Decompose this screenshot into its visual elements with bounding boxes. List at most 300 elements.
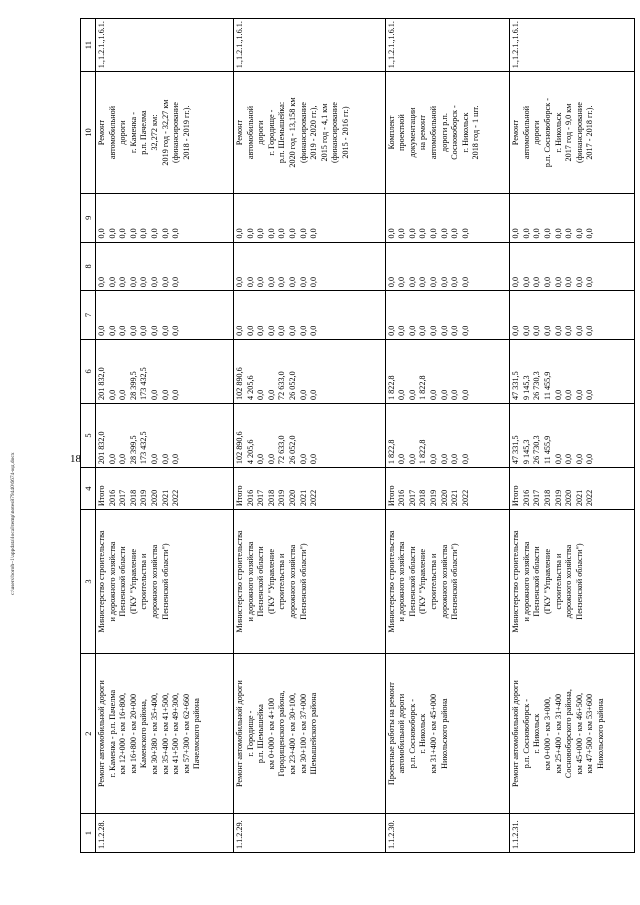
result-cell [96,72,234,194]
federal-budget-cell [510,291,635,340]
other-sources-value: 0,0 [139,228,149,239]
other-sources-value: 0,0 [543,228,553,239]
local-budget-value: 0,0 [277,276,287,288]
other-sources-value: 0,0 [553,228,563,239]
col-number: 5 [81,403,96,467]
other-sources-value: 0,0 [585,228,595,239]
result-line: проектной [397,114,407,151]
result-line: Ремонт [235,119,245,146]
federal-budget-value: 0,0 [543,325,553,336]
measure-name-line: км 45+000 - км 46+500, [574,692,584,775]
result-line: р.п. Пачелма [139,110,149,155]
result-line: г. Никольск [460,112,470,153]
regional-budget-value: 0,0 [585,389,595,400]
regional-budget-value: 102 890,6 [235,367,245,400]
result-line: 32,272 км: [149,114,159,151]
result-line: Ремонт [97,119,106,146]
regional-budget-value: 0,0 [450,389,460,400]
indicators-cell [234,19,386,72]
executor-line: Пензенской области") [160,543,170,620]
total-funding-value: 0,0 [439,453,449,465]
federal-budget-value: 0,0 [235,325,245,336]
footer-file-path: c:\users\boroh~1\appdata\local\temp\notes879440\6674-мд.docx [10,452,16,595]
table-row [234,19,386,853]
federal-budget-value: 0,0 [118,325,128,336]
federal-budget-value: 0,0 [266,325,276,336]
federal-budget-value: 0,0 [107,325,117,336]
regional-budget-value: 0,0 [407,389,417,400]
federal-budget-value: 0,0 [553,325,563,336]
other-sources-value: 0,0 [397,228,407,239]
measure-name-cell [234,653,386,813]
executor-line: (ГКУ "Управление [266,549,276,615]
local-budget-value: 0,0 [585,276,595,288]
total-funding-value: 0,0 [397,453,407,465]
result-line: автомобильной [429,105,438,160]
year-label: 2019 [553,489,563,507]
local-budget-value: 0,0 [386,276,396,288]
federal-budget-value: 0,0 [386,325,396,336]
year-label: 2016 [245,489,255,507]
executor-cell [510,510,635,654]
federal-budget-value: 0,0 [460,325,470,336]
year-cell [510,468,635,510]
executor-line: Пензенской области [532,546,542,617]
measure-id: 1.1.2.30. [386,820,396,849]
other-sources-cell [510,193,635,242]
regional-budget-cell [96,339,234,403]
measure-name-line: автомобильной дороги [397,693,407,774]
executor-line: (ГКУ "Управление [128,549,138,615]
measure-name-cell [96,653,234,813]
result-cell [510,72,635,194]
measure-name-line: р.п. Сосновоборск - [521,699,531,769]
executor-line: дорожного хозяйства [439,544,449,619]
other-sources-value: 0,0 [107,228,117,239]
year-label: 2020 [439,489,449,507]
result-line: автомобильной [107,105,117,160]
federal-budget-value: 0,0 [397,325,407,336]
year-label: 2016 [521,489,531,507]
federal-budget-value: 0,0 [309,325,319,336]
executor-line: Пензенской области [256,546,266,617]
total-funding-value: 0,0 [266,453,276,465]
year-label: Итого [97,485,106,507]
result-line: г. Городище - [266,109,276,156]
table-row [96,19,234,853]
indicators-value: 1.,1.2.1.,1.6.1. [97,21,106,69]
federal-budget-value: 0,0 [128,325,138,336]
other-sources-value: 0,0 [574,228,584,239]
year-label: 2016 [397,489,407,507]
measure-name-line: г. Каменка - р.п. Пачелма [107,689,117,778]
year-label: 2021 [450,489,460,507]
year-label: Итого [386,485,396,507]
year-label: 2020 [149,489,159,507]
federal-budget-value: 0,0 [574,325,584,336]
executor-line: Пензенской области [118,546,128,617]
program-measures-table [80,18,635,853]
result-line: г. Каменка - [128,112,138,154]
table-row [510,19,635,853]
local-budget-value: 0,0 [407,276,417,288]
total-funding-value: 0,0 [450,453,460,465]
measure-id-cell [96,814,234,853]
total-funding-value: 0,0 [309,453,319,465]
local-budget-cell [96,242,234,291]
result-line: Комплект [386,115,396,150]
measure-name-line: Никольского района [439,698,449,769]
executor-line: строительства и [277,553,287,610]
measure-id: 1.1.2.31. [511,820,521,849]
indicators-cell [385,19,510,72]
federal-budget-value: 0,0 [407,325,417,336]
executor-line: Пензенской области") [298,543,308,620]
col-number: 6 [81,339,96,403]
result-line: (финансирование [330,102,340,163]
local-budget-value: 0,0 [139,276,149,288]
other-sources-value: 0,0 [429,228,438,239]
regional-budget-value: 26 052,0 [288,371,298,400]
year-label: 2021 [298,489,308,507]
result-line: дороги [256,120,266,145]
result-line: автомобильной [245,105,255,160]
result-line: Сосновоборск - [450,105,460,160]
measure-name-line: Ремонт автомобильной дороги [235,680,245,788]
local-budget-value: 0,0 [543,276,553,288]
indicators-value: 1.,1.2.1.,1.6.1. [235,21,245,69]
result-line: дороги [118,120,128,145]
measure-id: 1.1.2.29. [235,820,245,849]
local-budget-value: 0,0 [118,276,128,288]
regional-budget-value: 0,0 [118,389,128,400]
federal-budget-value: 0,0 [439,325,449,336]
measure-name-cell [510,653,635,813]
column-number-row [81,19,96,853]
col-number: 8 [81,242,96,291]
measure-name-cell [385,653,510,813]
col-number: 11 [81,19,96,72]
other-sources-value: 0,0 [118,228,128,239]
other-sources-cell [96,193,234,242]
year-label: 2017 [256,489,266,507]
total-funding-value: 0,0 [429,453,438,465]
measure-name-line: км 12+000 - км 16+800, [118,692,128,775]
local-budget-value: 0,0 [149,276,159,288]
regional-budget-value: 0,0 [439,389,449,400]
local-budget-value: 0,0 [574,276,584,288]
other-sources-value: 0,0 [97,228,106,239]
other-sources-value: 0,0 [532,228,542,239]
total-funding-value: 0,0 [460,453,470,465]
total-funding-cell [385,403,510,467]
year-label: 2021 [160,489,170,507]
year-label: 2019 [139,489,149,507]
other-sources-value: 0,0 [564,228,574,239]
measure-name-line: км 35+400 - км 41+500, [160,692,170,775]
federal-budget-value: 0,0 [532,325,542,336]
result-line: 2019 год - 32,27 км [160,99,170,166]
regional-budget-value: 0,0 [160,389,170,400]
federal-budget-value: 0,0 [139,325,149,336]
page-number: 18 [70,453,81,465]
measure-name-line: Ремонт автомобильной дороги [97,680,106,788]
regional-budget-cell [510,339,635,403]
result-line: на ремонт [418,115,428,151]
other-sources-value: 0,0 [309,228,319,239]
executor-line: и дорожного хозяйства [397,541,407,622]
indicators-cell [96,19,234,72]
other-sources-cell [234,193,386,242]
measure-name-line: км 23+400 - км 30+100, [288,692,298,775]
regional-budget-value: 0,0 [574,389,584,400]
year-label: Итого [235,485,245,507]
measure-name-line: км 41+500 - км 49+300, [171,692,181,775]
total-funding-value: 0,0 [585,453,595,465]
measure-name-line: г. Городище - [245,710,255,757]
regional-budget-value: 1 822,8 [386,375,396,400]
total-funding-value: 0,0 [171,453,181,465]
measure-name-line: км 30+380 - км 35+400, [149,692,159,775]
regional-budget-value: 0,0 [553,389,563,400]
executor-cell [385,510,510,654]
other-sources-value: 0,0 [277,228,287,239]
regional-budget-value: 4 205,6 [245,375,255,400]
local-budget-value: 0,0 [511,276,521,288]
federal-budget-value: 0,0 [160,325,170,336]
other-sources-value: 0,0 [149,228,159,239]
measure-name-line: Никольского района [596,698,606,769]
measure-name-line: Пачелмского района [192,698,202,770]
total-funding-value: 26 730,3 [532,435,542,465]
total-funding-value: 0,0 [160,453,170,465]
year-label: 2018 [543,489,553,507]
measure-name-line: км 16+800 - км 20+000 [128,693,138,774]
col-number: 9 [81,193,96,242]
year-cell [234,468,386,510]
year-label: 2020 [288,489,298,507]
local-budget-value: 0,0 [256,276,266,288]
executor-line: (ГКУ "Управление [418,549,428,615]
regional-budget-value: 72 633,0 [277,371,287,400]
result-line: 2018 год - 1 шт. [471,105,481,160]
local-budget-value: 0,0 [309,276,319,288]
other-sources-value: 0,0 [298,228,308,239]
year-label: 2017 [532,489,542,507]
measure-name-line: км 47+500 - км 53+600 [585,693,595,774]
total-funding-value: 0,0 [564,453,574,465]
local-budget-value: 0,0 [532,276,542,288]
indicators-value: 1.,1.2.1.,1.6.1. [511,21,521,69]
local-budget-value: 0,0 [171,276,181,288]
local-budget-value: 0,0 [160,276,170,288]
regional-budget-cell [385,339,510,403]
local-budget-value: 0,0 [397,276,407,288]
measure-name-line: г. Никольск [418,713,428,754]
total-funding-value: 0,0 [149,453,159,465]
executor-line: Пензенской области [407,546,417,617]
other-sources-value: 0,0 [386,228,396,239]
year-cell [385,468,510,510]
measure-name-line: р.п. Сосновоборск - [407,699,417,769]
measure-id: 1.1.2.28. [97,820,106,849]
executor-line: Министерство строительства [511,530,521,633]
regional-budget-value: 1 822,8 [418,375,428,400]
local-budget-value: 0,0 [235,276,245,288]
measure-name-line: км 30+100 - км 37+000 [298,693,308,774]
total-funding-value: 1 822,8 [418,439,428,465]
result-line: 2020 год - 13,158 км [288,97,298,168]
total-funding-value: 173 432,5 [139,431,149,465]
measure-id-cell [510,814,635,853]
total-funding-value: 72 633,0 [277,435,287,465]
federal-budget-value: 0,0 [97,325,106,336]
result-line: (финансирование [171,102,181,163]
col-number: 3 [81,510,96,654]
year-label: Итого [511,485,521,507]
measure-id-cell [385,814,510,853]
executor-line: и дорожного хозяйства [245,541,255,622]
year-label: 2016 [107,489,117,507]
total-funding-value: 26 052,0 [288,435,298,465]
measure-name-line: км 0+000 - км 3+000, [543,696,553,771]
federal-budget-value: 0,0 [521,325,531,336]
local-budget-value: 0,0 [439,276,449,288]
federal-budget-value: 0,0 [149,325,159,336]
total-funding-value: 28 399,5 [128,435,138,465]
other-sources-cell [385,193,510,242]
other-sources-value: 0,0 [245,228,255,239]
executor-line: строительства и [553,553,563,610]
regional-budget-value: 47 331,5 [511,371,521,400]
executor-line: дорожного хозяйства [564,544,574,619]
result-line: г. Никольск [553,112,563,153]
other-sources-value: 0,0 [521,228,531,239]
measure-name-line: г. Никольск [532,713,542,754]
regional-budget-value: 173 432,5 [139,367,149,400]
local-budget-value: 0,0 [418,276,428,288]
other-sources-value: 0,0 [407,228,417,239]
col-number: 10 [81,72,96,194]
regional-budget-value: 0,0 [107,389,117,400]
regional-budget-value: 0,0 [429,389,438,400]
result-line: р.п. Сосновоборск - [543,97,553,168]
local-budget-cell [510,242,635,291]
executor-line: Пензенской области") [574,543,584,620]
measure-id-cell [234,814,386,853]
local-budget-value: 0,0 [429,276,438,288]
result-line: 2018 - 2019 гг.). [181,105,191,160]
federal-budget-value: 0,0 [288,325,298,336]
federal-budget-cell [234,291,386,340]
federal-budget-value: 0,0 [450,325,460,336]
federal-budget-value: 0,0 [564,325,574,336]
executor-line: Пензенской области") [450,543,460,620]
local-budget-value: 0,0 [97,276,106,288]
result-cell [234,72,386,194]
year-label: 2022 [171,489,181,507]
result-line: (финансирование [298,102,308,163]
other-sources-value: 0,0 [171,228,181,239]
measure-name-line: Каменского района, [139,699,149,769]
regional-budget-value: 0,0 [171,389,181,400]
result-line: 2017 год - 9,0 км [564,103,574,162]
executor-line: и дорожного хозяйства [521,541,531,622]
federal-budget-value: 0,0 [298,325,308,336]
measure-name-line: р.п. Шемышейка [256,704,266,764]
executor-line: строительства и [429,553,438,610]
year-label: 2018 [128,489,138,507]
local-budget-value: 0,0 [298,276,308,288]
measure-name-line: км 0+000 - км 4+100 [266,698,276,770]
result-line: 2015 год - 4,1 км [319,103,329,162]
federal-budget-value: 0,0 [277,325,287,336]
total-funding-value: 201 832,0 [97,431,106,465]
regional-budget-value: 0,0 [298,389,308,400]
result-line: 2019 - 2020 гг.), [309,105,319,160]
total-funding-cell [96,403,234,467]
measure-name-line: Городищенского района, [277,690,287,777]
other-sources-value: 0,0 [418,228,428,239]
measure-name-line: км 57+300 - км 62+660 [181,693,191,774]
regional-budget-value: 0,0 [564,389,574,400]
local-budget-value: 0,0 [266,276,276,288]
total-funding-cell [510,403,635,467]
indicators-value: 1.,1.2.1.,1.6.1. [386,21,396,69]
regional-budget-value: 11 455,9 [543,371,553,400]
measure-name-line: Ремонт автомобильной дороги [511,680,521,788]
local-budget-value: 0,0 [107,276,117,288]
federal-budget-value: 0,0 [418,325,428,336]
federal-budget-value: 0,0 [511,325,521,336]
total-funding-value: 11 455,9 [543,435,553,465]
total-funding-value: 102 890,6 [235,431,245,465]
result-line: р.п. Шемышейка: [277,101,287,164]
other-sources-value: 0,0 [439,228,449,239]
executor-line: (ГКУ "Управление [543,549,553,615]
regional-budget-cell [234,339,386,403]
year-label: 2018 [266,489,276,507]
federal-budget-cell [96,291,234,340]
measure-name-line: Проектные работы на ремонт [386,682,396,786]
table-row [385,19,510,853]
executor-line: Министерство строительства [235,530,245,633]
regional-budget-value: 9 145,3 [521,375,531,400]
federal-budget-value: 0,0 [171,325,181,336]
year-label: 2021 [574,489,584,507]
local-budget-cell [234,242,386,291]
regional-budget-value: 0,0 [309,389,319,400]
total-funding-cell [234,403,386,467]
federal-budget-value: 0,0 [245,325,255,336]
executor-line: строительства и [139,553,149,610]
col-number: 7 [81,291,96,340]
local-budget-value: 0,0 [564,276,574,288]
total-funding-value: 1 822,8 [386,439,396,465]
local-budget-value: 0,0 [553,276,563,288]
federal-budget-value: 0,0 [585,325,595,336]
regional-budget-value: 0,0 [266,389,276,400]
result-line: дороги р.п. [439,113,449,152]
local-budget-cell [385,242,510,291]
col-number: 1 [81,814,96,853]
regional-budget-value: 0,0 [256,389,266,400]
executor-cell [234,510,386,654]
executor-line: Министерство строительства [386,530,396,633]
local-budget-value: 0,0 [128,276,138,288]
regional-budget-value: 0,0 [397,389,407,400]
result-line: 2015 - 2016 гг.) [341,106,351,159]
